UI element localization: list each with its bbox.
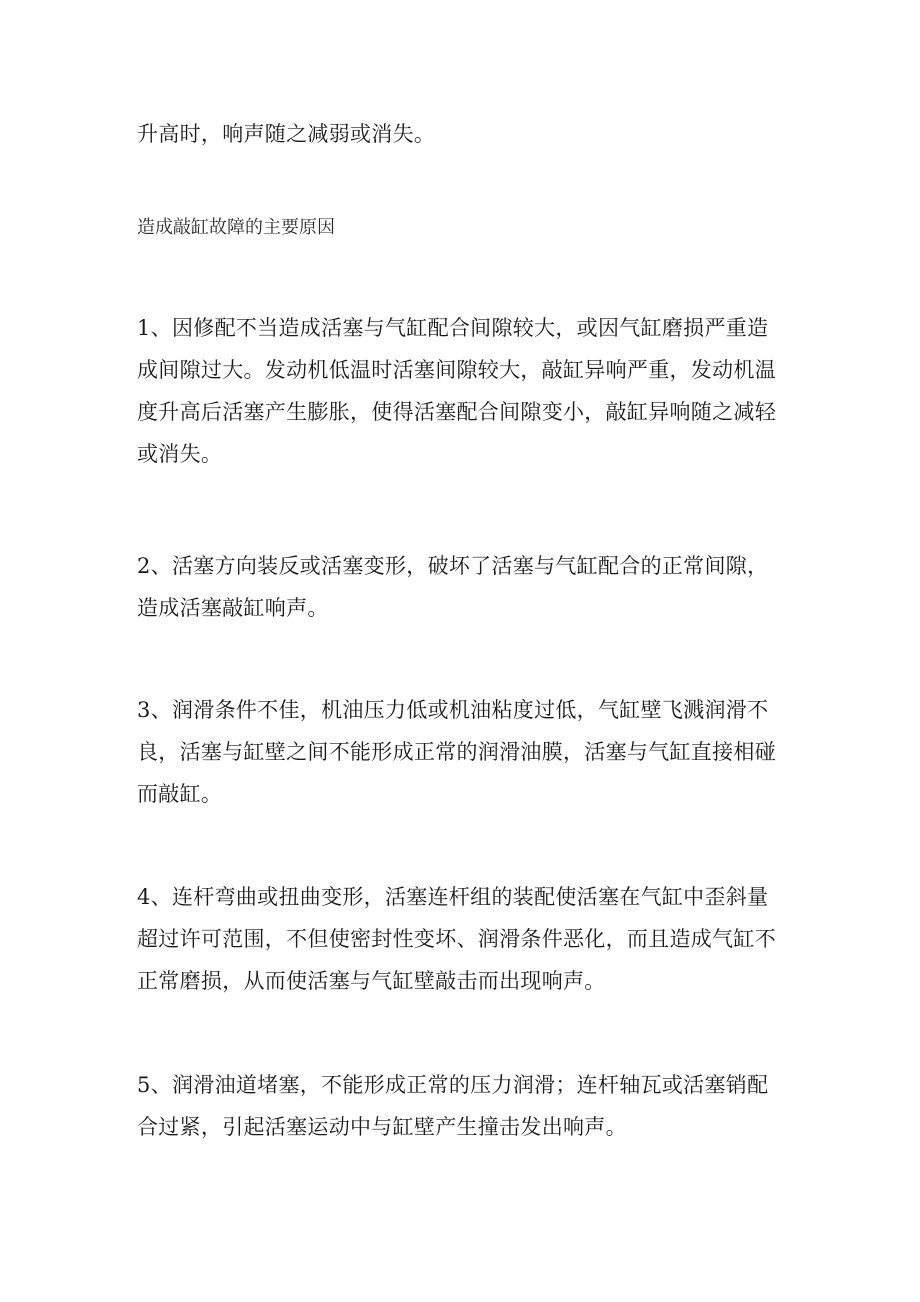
item-text: 连杆弯曲或扭曲变形，活塞连杆组的装配使活塞在气缸中歪斜量超过许可范围，不但使密封性变坏、润滑条件恶化，而且造成气缸不正常磨损，从而使活塞与气缸壁敲击而出现响声。 xyxy=(137,885,776,993)
cause-item-1 xyxy=(137,307,789,475)
cause-item-5 xyxy=(137,1064,789,1148)
item-text: 因修配不当造成活塞与气缸配合间隙较大，或因气缸磨损严重造成间隙过大。发动机低温时活塞间隙较大，敲缸异响严重，发动机温度升高后活塞产生膨胀，使得活塞配合间隙变小，敲缸异响随之减轻或消失。 xyxy=(137,316,776,466)
item-text: 活塞方向装反或活塞变形，破坏了活塞与气缸配合的正常间隙，造成活塞敲缸响声。 xyxy=(137,554,769,620)
cause-item-2 xyxy=(137,545,789,629)
item-separator: 、 xyxy=(150,885,172,909)
intro-paragraph: 升高时，响声随之减弱或消失。 xyxy=(137,122,436,146)
cause-item-4 xyxy=(137,876,789,1002)
item-text: 润滑油道堵塞，不能形成正常的压力润滑；连杆轴瓦或活塞销配合过紧，引起活塞运动中与缸壁产生撞击发出响声。 xyxy=(137,1073,769,1139)
cause-item-3 xyxy=(137,689,789,815)
item-number: 1 xyxy=(137,316,151,340)
item-text: 润滑条件不佳，机油压力低或机油粘度过低，气缸壁飞溅润滑不良，活塞与缸壁之间不能形成正常的润滑油膜，活塞与气缸直接相碰而敲缸。 xyxy=(137,698,776,806)
item-separator: 、 xyxy=(150,698,172,722)
section-heading: 造成敲缸故障的主要原因 xyxy=(137,217,335,238)
item-separator: 、 xyxy=(150,554,172,578)
item-separator: 、 xyxy=(150,316,172,340)
item-number: 2 xyxy=(137,554,151,578)
item-number: 5 xyxy=(137,1073,151,1097)
item-number: 3 xyxy=(137,698,151,722)
item-separator: 、 xyxy=(150,1073,172,1097)
item-number: 4 xyxy=(137,885,151,909)
